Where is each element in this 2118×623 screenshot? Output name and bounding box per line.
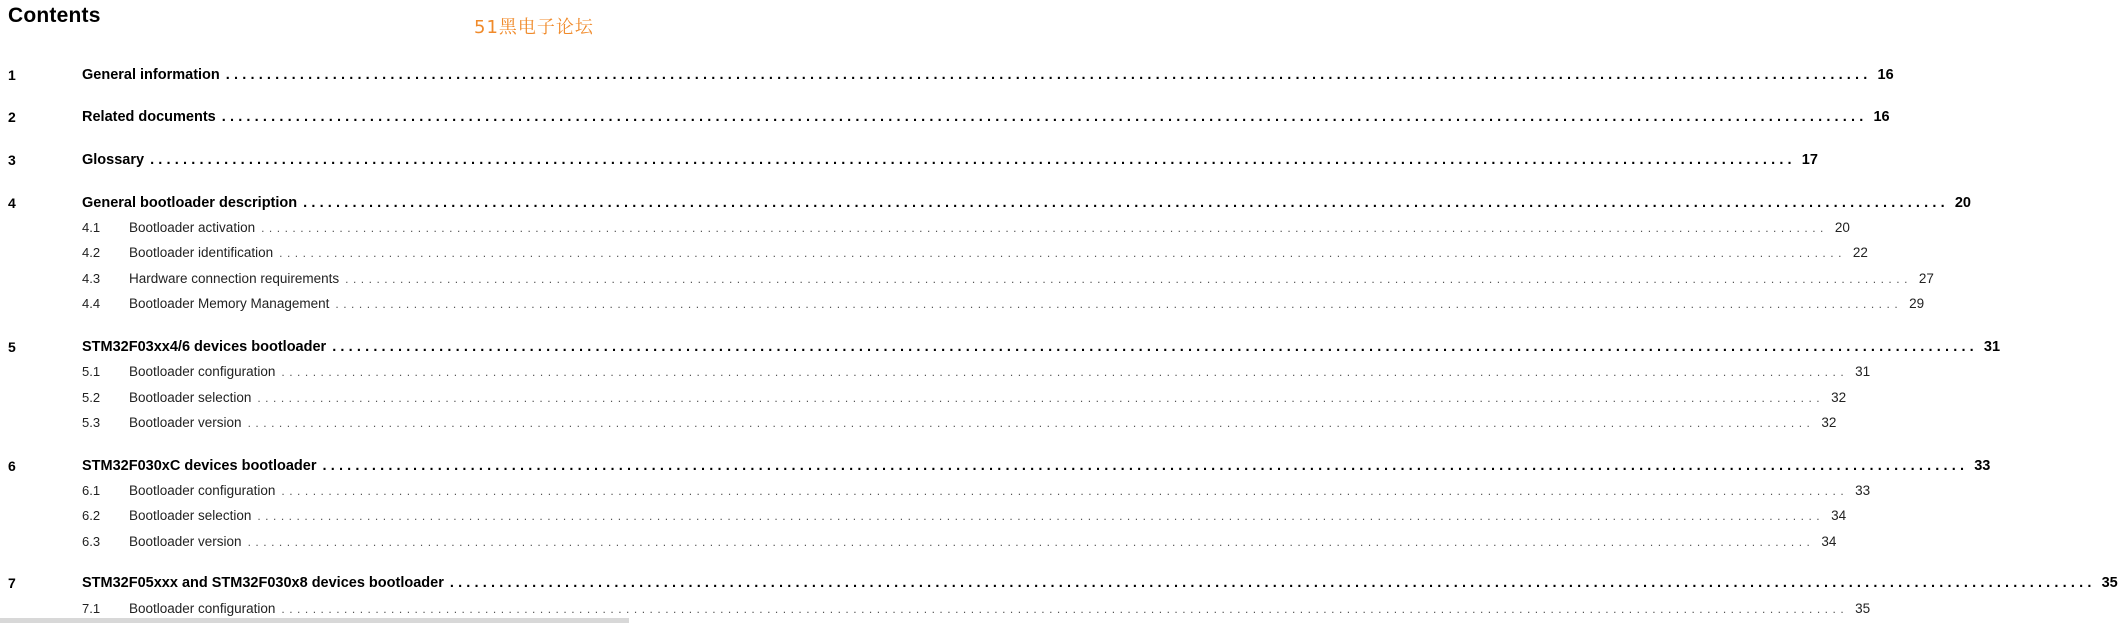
dot-leader: ........................................................................................................................................................................................................ (257, 391, 1825, 405)
toc-subsection-entry[interactable] (0, 220, 1850, 240)
toc-entry-title[interactable]: Bootloader version (129, 534, 242, 549)
toc-entry-title[interactable]: Bootloader configuration (129, 364, 276, 379)
toc-entry-title[interactable]: Bootloader selection (129, 508, 252, 523)
toc-entry-title[interactable]: Bootloader activation (129, 220, 256, 235)
toc-section-entry[interactable] (0, 195, 1971, 215)
toc-entry-title[interactable]: STM32F05xxx and STM32F030x8 devices bootloader (82, 575, 444, 591)
toc-page-number: 35 (1855, 601, 1871, 616)
toc-page-number: 32 (1821, 415, 1837, 430)
dot-leader: ........................................................................................................................................................................................................ (281, 365, 1849, 379)
toc-page-number: 20 (1834, 220, 1850, 235)
dot-leader: ........................................................................................................................................................................................................ (257, 509, 1825, 523)
toc-page-number: 31 (1983, 339, 2001, 355)
toc-entry-number: 2 (8, 109, 16, 125)
dot-leader: ........................................................................................................................................................................................................ (322, 458, 1969, 474)
toc-subsection-entry[interactable] (0, 508, 1847, 528)
toc-section-entry[interactable] (0, 575, 2118, 595)
page-title: Contents (8, 4, 101, 27)
toc-entry-title[interactable]: General bootloader description (82, 195, 298, 211)
page-edge-divider (0, 618, 629, 623)
toc-entry-title[interactable]: STM32F03xx4/6 devices bootloader (82, 339, 327, 355)
toc-entry-number: 5 (8, 339, 16, 355)
toc-page-number: 35 (2101, 575, 2118, 591)
toc-subsection-entry[interactable] (0, 364, 1871, 384)
toc-page-number: 29 (1909, 296, 1925, 311)
toc-section-entry[interactable] (0, 339, 2001, 359)
toc-section-entry[interactable] (0, 109, 1890, 129)
toc-subsection-entry[interactable] (0, 245, 1868, 265)
toc-entry-title[interactable]: Bootloader identification (129, 245, 274, 260)
dot-leader: ........................................................................................................................................................................................................ (335, 297, 1903, 311)
toc-entry-title[interactable]: STM32F030xC devices bootloader (82, 458, 317, 474)
toc-entry-number: 6.1 (82, 483, 101, 498)
toc-page-number: 27 (1918, 271, 1934, 286)
toc-entry-title[interactable]: Bootloader selection (129, 390, 252, 405)
toc-page-number: 34 (1831, 508, 1847, 523)
toc-entry-number: 5.3 (82, 415, 101, 430)
toc-page-number: 16 (1877, 67, 1894, 83)
toc-entry-number: 4.4 (82, 296, 101, 311)
dot-leader: ........................................................................................................................................................................................................ (449, 575, 2096, 591)
toc-entry-title[interactable]: Bootloader configuration (129, 601, 276, 616)
dot-leader: ........................................................................................................................................................................................................ (281, 484, 1849, 498)
toc-entry-title[interactable]: Hardware connection requirements (129, 271, 340, 286)
toc-subsection-entry[interactable] (0, 534, 1837, 554)
toc-entry-number: 5.1 (82, 364, 101, 379)
toc-entry-number: 3 (8, 152, 16, 168)
toc-entry-number: 7.1 (82, 601, 101, 616)
dot-leader: ........................................................................................................................................................................................................ (279, 246, 1846, 260)
toc-page-number: 20 (1954, 195, 1971, 211)
dot-leader: ........................................................................................................................................................................................................ (345, 272, 1912, 286)
dot-leader: ........................................................................................................................................................................................................ (221, 109, 1868, 125)
dot-leader: ........................................................................................................................................................................................................ (281, 602, 1849, 616)
toc-entry-title[interactable]: General information (82, 67, 220, 83)
dot-leader: ........................................................................................................................................................................................................ (150, 152, 1796, 168)
toc-subsection-entry[interactable] (0, 271, 1934, 291)
toc-subsection-entry[interactable] (0, 483, 1871, 503)
toc-page-number: 32 (1831, 390, 1847, 405)
dot-leader: ........................................................................................................................................................................................................ (247, 535, 1815, 549)
dot-leader: ........................................................................................................................................................................................................ (225, 67, 1872, 83)
toc-subsection-entry[interactable] (0, 415, 1837, 435)
dot-leader: ........................................................................................................................................................................................................ (261, 221, 1828, 235)
toc-entry-title[interactable]: Glossary (82, 152, 145, 168)
toc-entry-title[interactable]: Bootloader version (129, 415, 242, 430)
dot-leader: ........................................................................................................................................................................................................ (303, 195, 1949, 211)
toc-page-number: 31 (1855, 364, 1871, 379)
toc-page-number: 17 (1801, 152, 1818, 168)
toc-entry-number: 6 (8, 458, 16, 474)
toc-section-entry[interactable] (0, 458, 1991, 478)
toc-entry-number: 6.2 (82, 508, 101, 523)
watermark-logo: 51黑电子论坛 (474, 17, 594, 38)
toc-section-entry[interactable] (0, 67, 1894, 87)
toc-entry-number: 4 (8, 195, 16, 211)
toc-page-number: 22 (1852, 245, 1868, 260)
toc-entry-number: 7 (8, 575, 16, 591)
toc-section-entry[interactable] (0, 152, 1818, 172)
toc-entry-number: 4.3 (82, 271, 101, 286)
toc-entry-number: 1 (8, 67, 16, 83)
toc-entry-title[interactable]: Bootloader configuration (129, 483, 276, 498)
toc-entry-number: 5.2 (82, 390, 101, 405)
toc-entry-number: 4.2 (82, 245, 101, 260)
toc-entry-title[interactable]: Related documents (82, 109, 216, 125)
toc-page-number: 33 (1974, 458, 1991, 474)
toc-page-number: 33 (1855, 483, 1871, 498)
toc-subsection-entry[interactable] (0, 390, 1847, 410)
dot-leader: ........................................................................................................................................................................................................ (247, 416, 1815, 430)
dot-leader: ........................................................................................................................................................................................................ (332, 339, 1978, 355)
toc-page-number: 16 (1873, 109, 1890, 125)
toc-entry-number: 6.3 (82, 534, 101, 549)
toc-entry-title[interactable]: Bootloader Memory Management (129, 296, 330, 311)
toc-entry-number: 4.1 (82, 220, 101, 235)
toc-subsection-entry[interactable] (0, 296, 1925, 316)
toc-page-number: 34 (1821, 534, 1837, 549)
